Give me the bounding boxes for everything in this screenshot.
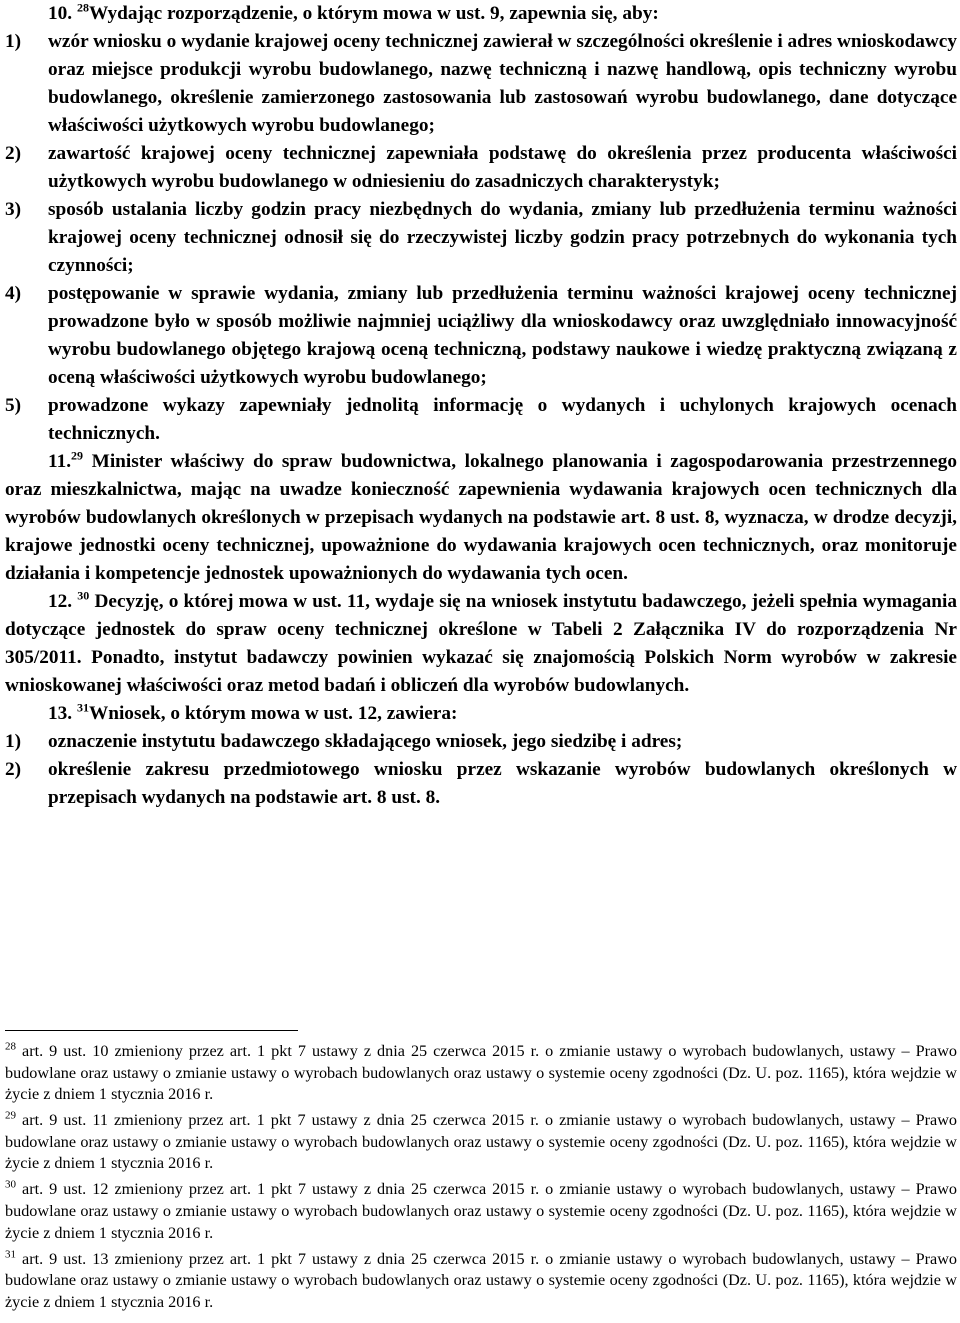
item-number: 4) [5, 283, 22, 304]
list-item [5, 280, 957, 392]
item-number: 1) [5, 731, 22, 752]
footnote-text: art. 9 ust. 13 zmieniony przez art. 1 pkt 7 ustawy z dnia 25 czerwca 2015 r. o zmianie ustawy o wyrobach budowlanych, ustawy – Prawo budowlane oraz ustawy o zmianie ustawy o wyrobach budowlanych oraz ustawy o systemie oceny zgodności (Dz. U. poz. 1165), która wejdzie w życie z dniem 1 stycznia 2016 r. [5, 1249, 958, 1311]
item-number: 2) [5, 759, 22, 780]
item-text: postępowanie w sprawie wydania, zmiany lub przedłużenia terminu ważności krajowej oceny technicznej prowadzone było w sposób możliwie najmniej uciążliwy dla wnioskodawcy oraz uwzględniało innowacyjność wyrobu budowlanego objętego krajową oceną techniczną, podstawy naukowe i wiedzę praktyczną związaną z oceną właściwości użytkowych wyrobu budowlanego; [48, 283, 957, 388]
paragraph-11 [5, 448, 957, 588]
footnote-ref[interactable]: 30 [77, 588, 90, 603]
footnote-ref[interactable]: 28 [76, 0, 89, 15]
paragraph-number: 10. [48, 3, 73, 24]
paragraph-13 [5, 700, 957, 728]
paragraph-text: Wniosek, o którym mowa w ust. 12, zawiera: [88, 703, 458, 724]
document-body [5, 0, 957, 812]
paragraph-number: 13. [48, 703, 73, 724]
paragraph-10 [5, 0, 957, 28]
list-item [5, 756, 957, 812]
paragraph-text: Wydając rozporządzenie, o którym mowa w ust. 9, zapewnia się, aby: [88, 3, 659, 24]
item-text: prowadzone wykazy zapewniały jednolitą informację o wydanych i uchylonych krajowych ocenach technicznych. [48, 395, 957, 444]
footnote [5, 1249, 957, 1314]
footnote [5, 1179, 957, 1244]
paragraph-12 [5, 588, 957, 700]
item-number: 5) [5, 395, 22, 416]
item-text: określenie zakresu przedmiotowego wniosku przez wskazanie wyrobów budowlanych określonych w przepisach wydanych na podstawie art. 8 ust. 8. [48, 759, 957, 808]
footnote-number: 30 [5, 1178, 16, 1191]
footnote-text: art. 9 ust. 11 zmieniony przez art. 1 pkt 7 ustawy z dnia 25 czerwca 2015 r. o zmianie ustawy o wyrobach budowlanych, ustawy – Prawo budowlane oraz ustawy o zmianie ustawy o wyrobach budowlanych oraz ustawy o systemie oceny zgodności (Dz. U. poz. 1165), która wejdzie w życie z dniem 1 stycznia 2016 r. [5, 1111, 957, 1173]
item-text: zawartość krajowej oceny technicznej zapewniała podstawę do określenia przez producenta właściwości użytkowych wyrobu budowlanego w odniesieniu do zasadniczych charakterystyk; [48, 143, 957, 192]
list-item [5, 728, 957, 756]
item-number: 2) [5, 143, 22, 164]
footnote-ref[interactable]: 31 [76, 700, 89, 715]
item-text: wzór wniosku o wydanie krajowej oceny technicznej zawierał w szczególności określenie i adres wnioskodawcy oraz miejsce produkcji wyrobu budowlanego, nazwę techniczną i nazwę handlową, opis techniczny wyrobu budowlanego, określenie zamierzonego zastosowania lub zastosowań wyrobu budowlanego, dane dotyczące właściwości użytkowych wyrobu budowlanego; [48, 31, 957, 136]
footnote-ref[interactable]: 29 [71, 448, 84, 463]
footnote-number: 28 [5, 1040, 16, 1053]
list-item [5, 28, 957, 140]
paragraph-number: 11. [48, 451, 72, 472]
item-number: 3) [5, 199, 22, 220]
footnote-number: 31 [5, 1248, 16, 1261]
paragraph-text: Decyzję, o której mowa w ust. 11, wydaje się na wniosek instytutu badawczego, jeżeli spełnia wymagania dotyczące jednostek do spraw oceny technicznej określone w Tabeli 2 Załącznika IV do rozporządzenia Nr 305/2011. Ponadto, instytut badawczy powinien wykazać się znajomością Polskich Norm wyrobów w zakresie wnioskowanej właściwości oraz metod badań i obliczeń dla wyrobów budowlanych. [5, 591, 957, 696]
footnote-text: art. 9 ust. 10 zmieniony przez art. 1 pkt 7 ustawy z dnia 25 czerwca 2015 r. o zmianie ustawy o wyrobach budowlanych, ustawy – Prawo budowlane oraz ustawy o zmianie ustawy o wyrobach budowlanych oraz ustawy o systemie oceny zgodności (Dz. U. poz. 1165), która wejdzie w życie z dniem 1 stycznia 2016 r. [5, 1042, 958, 1104]
list-item [5, 392, 957, 448]
footnote [5, 1110, 957, 1175]
list-item [5, 196, 957, 280]
item-number: 1) [5, 31, 22, 52]
item-text: oznaczenie instytutu badawczego składającego wniosek, jego siedzibę i adres; [48, 731, 683, 752]
footnote [5, 1041, 957, 1106]
item-text: sposób ustalania liczby godzin pracy niezbędnych do wydania, zmiany lub przedłużenia terminu ważności krajowej oceny technicznej odnosił się do rzeczywistej liczby godzin pracy potrzebnych do wykonania tych czynności; [48, 199, 957, 276]
footnotes [5, 1041, 957, 1318]
paragraph-number: 12. [48, 591, 73, 612]
footnote-number: 29 [5, 1109, 16, 1122]
footnote-text: art. 9 ust. 12 zmieniony przez art. 1 pkt 7 ustawy z dnia 25 czerwca 2015 r. o zmianie ustawy o wyrobach budowlanych, ustawy – Prawo budowlane oraz ustawy o zmianie ustawy o wyrobach budowlanych oraz ustawy o systemie oceny zgodności (Dz. U. poz. 1165), która wejdzie w życie z dniem 1 stycznia 2016 r. [5, 1180, 958, 1242]
paragraph-text: Minister właściwy do spraw budownictwa, lokalnego planowania i zagospodarowania przestrzennego oraz mieszkalnictwa, mając na uwadze konieczność zapewnienia wydawania krajowych ocen technicznych dla wyrobów budowlanych określonych w przepisach wydanych na podstawie art. 8 ust. 8, wyznacza, w drodze decyzji, krajowe jednostki oceny technicznej, upoważnione do wydawania krajowych ocen technicznych, oraz monitoruje działania i kompetencje jednostek upoważnionych do wydawania tych ocen. [5, 451, 957, 584]
list-item [5, 140, 957, 196]
footnote-separator [5, 1030, 298, 1031]
